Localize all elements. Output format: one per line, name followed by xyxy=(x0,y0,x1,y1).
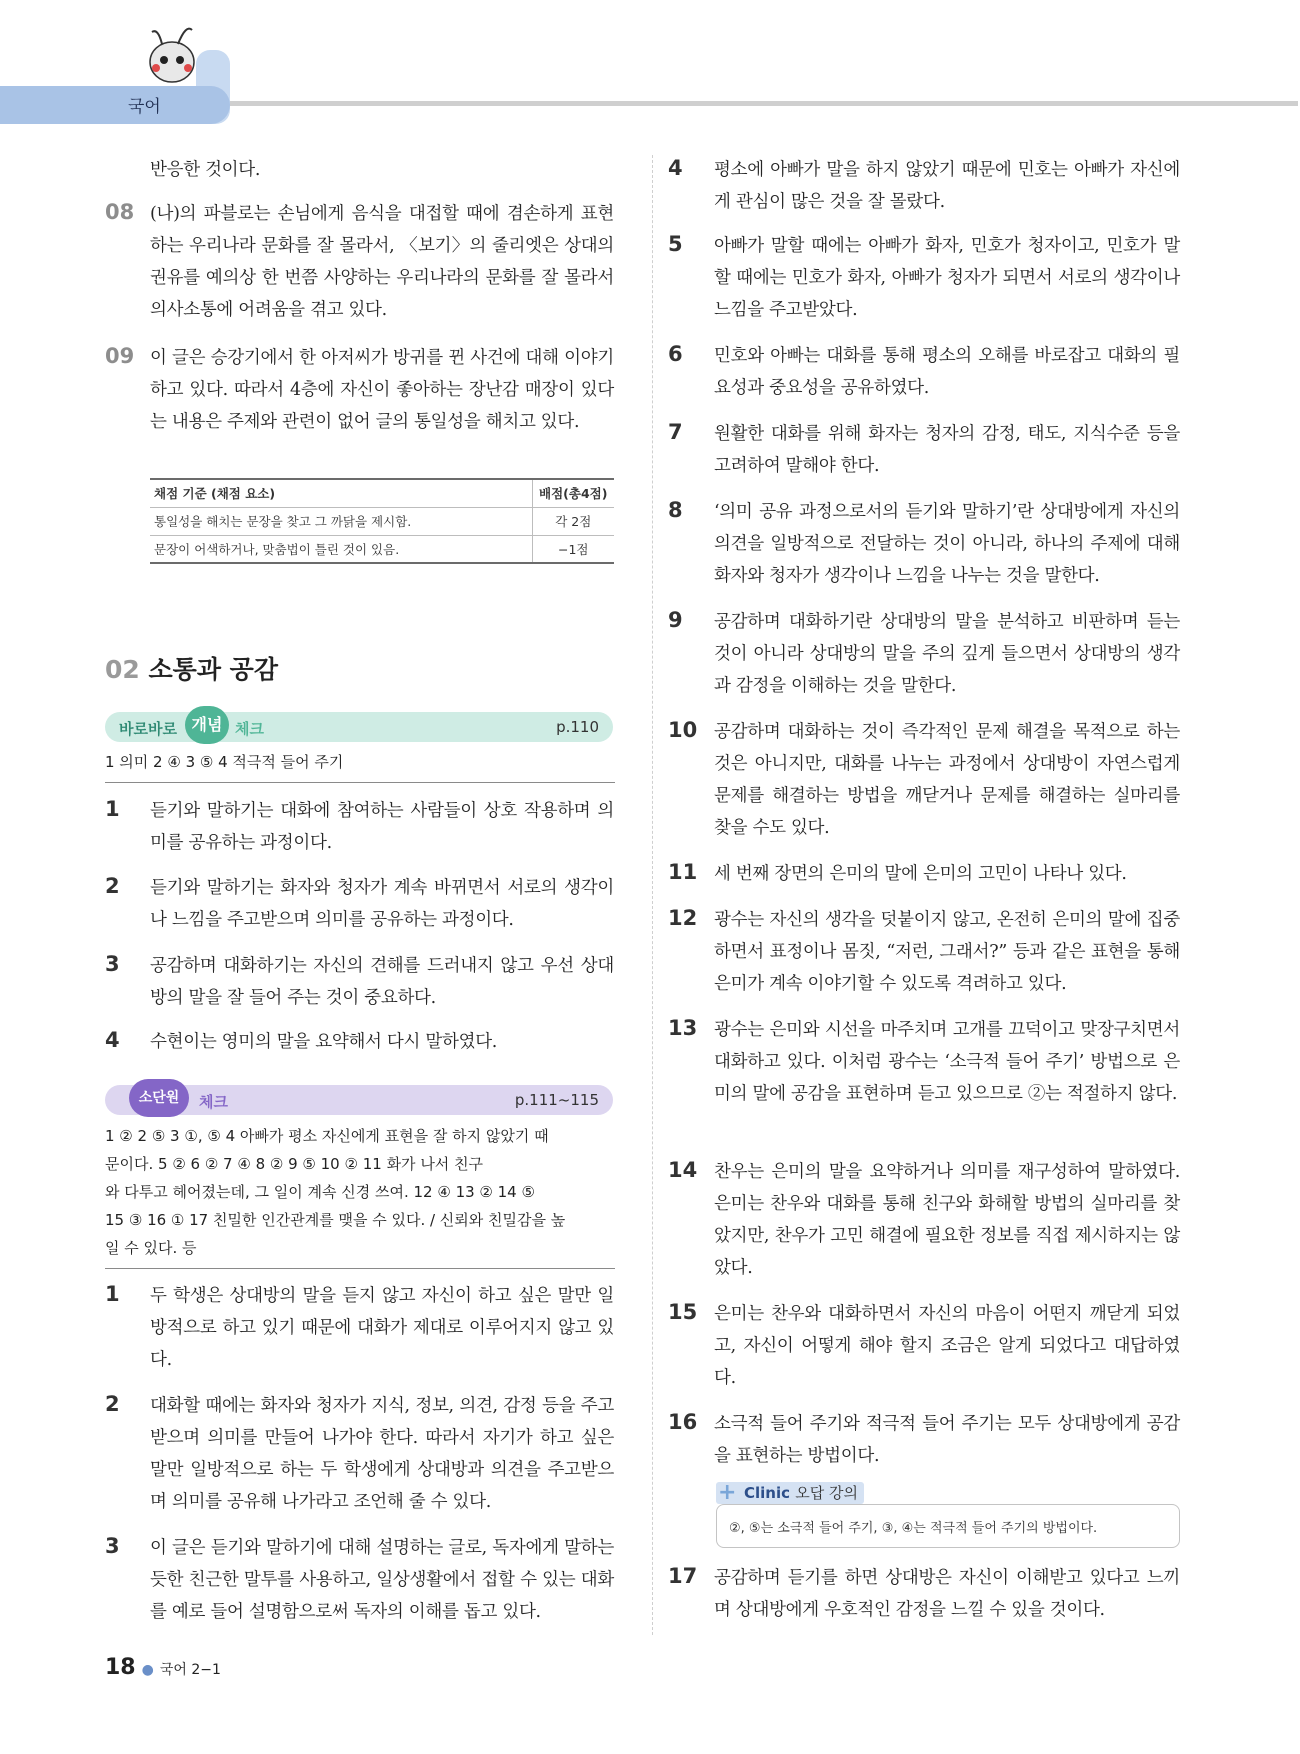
item-text: 세 번째 장면의 은미의 말에 은미의 고민이 나타나 있다. xyxy=(714,864,1127,884)
concept-check-bar xyxy=(105,712,613,742)
item-text: ‘의미 공유 과정으로서의 듣기와 말하기’란 상대방에게 자신의 의견을 일방적으로 전달하는 것이 아니라, 하나의 주제에 대해 화자와 청자가 생각이나 느낌을 나누는 것을 말한다. xyxy=(714,502,1180,586)
item-number: 5 xyxy=(668,232,683,256)
table-cell: 통일성을 해치는 문장을 찾고 그 까닭을 제시함. xyxy=(150,507,532,535)
book-title: 국어 2−1 xyxy=(159,1662,221,1678)
answer-item-8 xyxy=(668,496,1180,592)
item-text: 광수는 자신의 생각을 덧붙이지 않고, 온전히 은미의 말에 집중하면서 표정이나 몸짓, “저런, 그래서?” 등과 같은 표현을 통해 은미가 계속 이야기할 수 있도록 격려하고 있다. xyxy=(714,910,1180,994)
answer-item-3 xyxy=(105,1532,615,1628)
item-text: 듣기와 말하기는 대화에 참여하는 사람들이 상호 작용하며 의미를 공유하는 과정이다. xyxy=(150,801,614,853)
page-number: 18 xyxy=(105,1655,136,1680)
item-text: 듣기와 말하기는 화자와 청자가 계속 바뀌면서 서로의 생각이나 느낌을 주고받으며 의미를 공유하는 과정이다. xyxy=(150,878,614,930)
item-number: 08 xyxy=(105,200,135,224)
header-rule xyxy=(230,101,1298,106)
scoring-table xyxy=(150,478,614,564)
item-number: 2 xyxy=(105,874,120,898)
item-text: 민호와 아빠는 대화를 통해 평소의 오해를 바로잡고 대화의 필요성과 중요성을 공유하였다. xyxy=(714,346,1180,398)
divider-rule xyxy=(105,782,615,783)
item-text: 공감하며 대화하는 것이 즉각적인 문제 해결을 목적으로 하는 것은 아니지만, 대화를 나누는 과정에서 상대방이 자연스럽게 문제를 해결하는 방법을 깨닫거나 문제를 해결하는 실마리를 찾을 수도 있다. xyxy=(714,722,1180,838)
answer-item-5 xyxy=(668,230,1180,326)
item-number: 4 xyxy=(668,156,683,180)
item-text: 아빠가 말할 때에는 아빠가 화자, 민호가 청자이고, 민호가 말할 때에는 민호가 화자, 아빠가 청자가 되면서 서로의 생각이나 느낌을 주고받았다. xyxy=(714,236,1180,320)
item-number: 3 xyxy=(105,1534,120,1558)
item-number: 10 xyxy=(668,718,698,742)
item-number: 13 xyxy=(668,1016,698,1040)
section-number: 02 xyxy=(105,655,140,684)
item-text: 공감하며 대화하기란 상대방의 말을 분석하고 비판하며 듣는 것이 아니라 상대방의 말을 주의 깊게 들으면서 상대방의 생각과 감정을 이해하는 것을 말한다. xyxy=(714,612,1180,696)
answer-item-4 xyxy=(668,154,1180,218)
section-title-text: 소통과 공감 xyxy=(148,655,278,684)
item-number: 6 xyxy=(668,342,683,366)
answer-item-1 xyxy=(105,1280,615,1376)
answer-item-11 xyxy=(668,858,1180,890)
clinic-subtitle: 오답 강의 xyxy=(795,1484,858,1502)
answer-key-line: 15 ③ 16 ① 17 친밀한 인간관계를 맺을 수 있다. / 신뢰와 친밀감을 높 xyxy=(105,1211,566,1229)
answer-item-12 xyxy=(668,904,1180,1000)
table-row xyxy=(150,507,614,535)
answer-item-14 xyxy=(668,1156,1180,1284)
table-cell: 문장이 어색하거나, 맞춤법이 틀린 것이 있음. xyxy=(150,535,532,563)
item-text: 수현이는 영미의 말을 요약해서 다시 말하였다. xyxy=(150,1032,498,1052)
item-number: 09 xyxy=(105,344,135,368)
answer-item-09 xyxy=(105,342,615,472)
item-number: 8 xyxy=(668,498,683,522)
item-text: 대화할 때에는 화자와 청자가 지식, 정보, 의견, 감정 등을 주고받으며 의미를 만들어 나가야 한다. 따라서 자기가 하고 싶은 말만 일방적으로 하는 두 학생에게 상대방과 의견을 주고받으며 의미를 공유해 나가라고 조언해 줄 수 있다. xyxy=(150,1396,614,1512)
check-pill: 개념 xyxy=(185,706,229,744)
clinic-title xyxy=(744,1482,858,1503)
answer-item-15 xyxy=(668,1298,1180,1394)
answer-item-7 xyxy=(668,418,1180,482)
item-number: 9 xyxy=(668,608,683,632)
answer-key-line: 1 의미 2 ④ 3 ⑤ 4 적극적 들어 주기 xyxy=(105,753,344,771)
continued-text: 반응한 것이다. xyxy=(150,160,261,180)
subject-label: 국어 xyxy=(128,97,161,117)
answer-item-1 xyxy=(105,795,615,859)
check-label: 체크 xyxy=(199,1093,228,1111)
section-title xyxy=(105,650,278,686)
column-divider xyxy=(652,155,653,1635)
item-text: 공감하며 대화하기는 자신의 견해를 드러내지 않고 우선 상대방의 말을 잘 들어 주는 것이 중요하다. xyxy=(150,956,614,1008)
item-number: 1 xyxy=(105,1282,120,1306)
item-text: (나)의 파블로는 손님에게 음식을 대접할 때에 겸손하게 표현하는 우리나라 문화를 잘 몰라서, 〈보기〉의 줄리엣은 상대의 권유를 예의상 한 번쯤 사양하는 우리나라의 문화를 잘 몰라서 의사소통에 어려움을 겪고 있다. xyxy=(150,204,614,320)
page-reference: p.110 xyxy=(556,718,599,736)
item-number: 16 xyxy=(668,1410,698,1434)
answer-item-2 xyxy=(105,1390,615,1518)
answer-item-10 xyxy=(668,716,1180,844)
item-number: 12 xyxy=(668,906,698,930)
item-text: 찬우는 은미의 말을 요약하거나 의미를 재구성하여 말하였다. 은미는 찬우와 대화를 통해 친구와 화해할 방법의 실마리를 찾았지만, 찬우가 고민 해결에 필요한 정보를 직접 제시하지는 않았다. xyxy=(714,1162,1180,1278)
check-pill: 소단원 xyxy=(129,1079,189,1117)
item-text: 이 글은 듣기와 말하기에 대해 설명하는 글로, 독자에게 말하는 듯한 친근한 말투를 사용하고, 일상생활에서 접할 수 있는 대화를 예로 들어 설명함으로써 독자의 이해를 돕고 있다. xyxy=(150,1538,614,1622)
item-text: 은미는 찬우와 대화하면서 자신의 마음이 어떤지 깨닫게 되었고, 자신이 어떻게 해야 할지 조금은 알게 되었다고 대답하였다. xyxy=(714,1304,1180,1388)
table-cell: −1점 xyxy=(532,535,614,563)
answer-item-17 xyxy=(668,1562,1180,1626)
table-header-criteria: 채점 기준 (채점 요소) xyxy=(150,479,532,507)
answer-item-3 xyxy=(105,950,615,1014)
item-text: 이 글은 승강기에서 한 아저씨가 방귀를 뀐 사건에 대해 이야기하고 있다. 따라서 4층에 자신이 좋아하는 장난감 매장이 있다는 내용은 주제와 관련이 없어 글의 통일성을 해치고 있다. xyxy=(150,348,614,432)
answer-item-08 xyxy=(105,198,615,328)
item-text: 소극적 들어 주기와 적극적 들어 주기는 모두 상대방에게 공감을 표현하는 방법이다. xyxy=(714,1414,1180,1466)
answer-item-2 xyxy=(105,872,615,936)
mascot-icon xyxy=(148,22,228,92)
answer-item-9 xyxy=(668,606,1180,702)
item-number: 3 xyxy=(105,952,120,976)
answer-key-line: 일 수 있다. 등 xyxy=(105,1239,197,1257)
check-label: 체크 xyxy=(235,720,264,738)
table-cell: 각 2점 xyxy=(532,507,614,535)
answer-key-line: 와 다투고 헤어졌는데, 그 일이 계속 신경 쓰여. 12 ④ 13 ② 14 ⑤ xyxy=(105,1183,535,1201)
answer-key-line: 1 ② 2 ⑤ 3 ①, ⑤ 4 아빠가 평소 자신에게 표현을 잘 하지 않았기 때 xyxy=(105,1127,549,1145)
item-number: 15 xyxy=(668,1300,698,1324)
divider-rule xyxy=(105,1268,615,1269)
item-number: 17 xyxy=(668,1564,698,1588)
answer-item-6 xyxy=(668,340,1180,404)
item-number: 7 xyxy=(668,420,683,444)
item-text: 원활한 대화를 위해 화자는 청자의 감정, 태도, 지식수준 등을 고려하여 말해야 한다. xyxy=(714,424,1180,476)
table-row xyxy=(150,479,614,507)
answer-key-line: 문이다. 5 ② 6 ② 7 ④ 8 ② 9 ⑤ 10 ② 11 화가 나서 친구 xyxy=(105,1155,484,1173)
item-text: 공감하며 듣기를 하면 상대방은 자신이 이해받고 있다고 느끼며 상대방에게 우호적인 감정을 느낄 수 있을 것이다. xyxy=(714,1568,1180,1620)
table-header-score: 배점(총4점) xyxy=(532,479,614,507)
answer-item-4 xyxy=(105,1026,615,1058)
answer-item-13 xyxy=(668,1014,1180,1142)
item-text: 평소에 아빠가 말을 하지 않았기 때문에 민호는 아빠가 자신에게 관심이 많은 것을 잘 몰랐다. xyxy=(714,160,1180,212)
item-number: 1 xyxy=(105,797,120,821)
check-prefix: 바로바로 xyxy=(119,720,177,738)
item-number: 11 xyxy=(668,860,698,884)
item-number: 4 xyxy=(105,1028,120,1052)
page-reference: p.111~115 xyxy=(514,1091,599,1109)
table-row xyxy=(150,535,614,563)
bullet-icon: ● xyxy=(141,1662,154,1678)
clinic-title-text: Clinic xyxy=(744,1484,791,1502)
page-footer xyxy=(105,1655,221,1680)
unit-check-bar xyxy=(105,1085,613,1115)
clinic-note-box: ②, ⑤는 소극적 들어 주기, ③, ④는 적극적 들어 주기의 방법이다. xyxy=(716,1504,1180,1548)
item-number: 14 xyxy=(668,1158,698,1182)
item-text: 광수는 은미와 시선을 마주치며 고개를 끄덕이고 맞장구치면서 대화하고 있다. 이처럼 광수는 ‘소극적 들어 주기’ 방법으로 은미의 말에 공감을 표현하며 듣고 있으므로 ②는 적절하지 않다. xyxy=(714,1020,1180,1104)
plus-icon: + xyxy=(718,1480,737,1505)
item-number: 2 xyxy=(105,1392,120,1416)
item-text: 두 학생은 상대방의 말을 듣지 않고 자신이 하고 싶은 말만 일방적으로 하고 있기 때문에 대화가 제대로 이루어지지 않고 있다. xyxy=(150,1286,614,1370)
answer-item-16 xyxy=(668,1408,1180,1472)
